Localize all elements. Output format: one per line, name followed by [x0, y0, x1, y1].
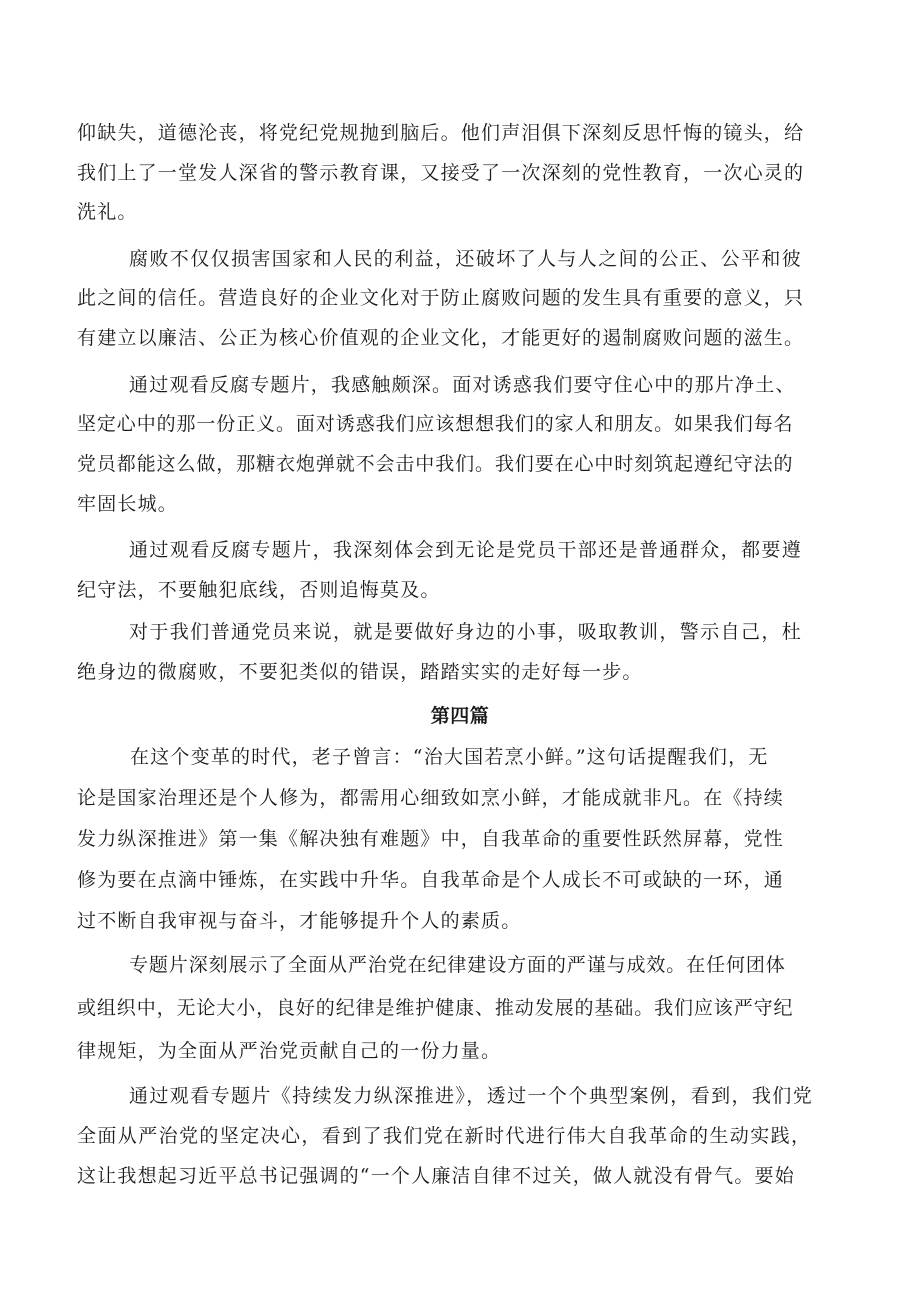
text-line: 在这个变革的时代，老子曾言：“治大国若烹小鲜。”这句话提醒我们，无 — [130, 746, 769, 768]
text-line: 对于我们普通党员来说，就是要做好身边的小事，吸取教训，警示自己，杜 — [129, 621, 803, 643]
text-line: 绝身边的微腐败，不要犯类似的错误，踏踏实实的走好每一步。 — [77, 661, 643, 683]
section-heading: 第四篇 — [430, 705, 490, 727]
text-line: 或组织中，无论大小，良好的纪律是维护健康、推动发展的基础。我们应该严守纪 — [77, 997, 794, 1019]
text-line: 纪守法，不要触犯底线，否则追悔莫及。 — [77, 579, 441, 601]
text-line: 有建立以廉洁、公正为核心价值观的企业文化，才能更好的遏制腐败问题的滋生。 — [77, 327, 805, 349]
text-line: 牢固长城。 — [77, 493, 179, 515]
text-line: 通过观看反腐专题片，我深刻体会到无论是党员干部还是普通群众，都要遵 — [129, 539, 803, 561]
text-line: 通过观看专题片《持续发力纵深推进》，透过一个个典型案例，看到，我们党 — [129, 1085, 814, 1107]
text-line: 全面从严治党的坚定决心，看到了我们党在新时代进行伟大自我革命的生动实践， — [77, 1125, 812, 1147]
text-line: 律规矩，为全面从严治党贡献自己的一份力量。 — [77, 1040, 502, 1062]
text-line: 洗礼。 — [77, 201, 138, 223]
text-line: 发力纵深推进》第一集《解决独有难题》中，自我革命的重要性跃然屏幕，党性 — [77, 828, 785, 850]
text-line: 修为要在点滴中锤炼，在实践中升华。自我革命是个人成长不可或缺的一环，通 — [77, 869, 785, 891]
text-line: 通过观看反腐专题片，我感触颇深。面对诱惑我们要守住心中的那片净土、 — [129, 374, 796, 396]
text-line: 此之间的信任。营造良好的企业文化对于防止腐败问题的发生具有重要的意义，只 — [77, 287, 805, 309]
text-line: 我们上了一堂发人深省的警示教育课，又接受了一次深刻的党性教育，一次心灵的 — [77, 162, 805, 184]
text-line: 这让我想起习近平总书记强调的“一个人廉洁自律不过关，做人就没有骨气。要始 — [77, 1165, 795, 1187]
text-line: 腐败不仅仅损害国家和人民的利益，还破坏了人与人之间的公正、公平和彼 — [129, 248, 803, 270]
text-line: 仰缺失，道德沦丧，将党纪党规抛到脑后。他们声泪俱下深刻反思忏悔的镜头，给 — [77, 122, 805, 144]
text-line: 过不断自我审视与奋斗，才能够提升个人的素质。 — [77, 910, 522, 932]
text-line: 专题片深刻展示了全面从严治党在纪律建设方面的严谨与成效。在任何团体 — [129, 954, 786, 976]
text-line: 论是国家治理还是个人修为，都需用心细致如烹小鲜，才能成就非凡。在《持续 — [77, 787, 785, 809]
text-line: 坚定心中的那一份正义。面对诱惑我们应该想想我们的家人和朋友。如果我们每名 — [77, 413, 794, 435]
text-line: 党员都能这么做，那糖衣炮弹就不会击中我们。我们要在心中时刻筑起遵纪守法的 — [77, 453, 794, 475]
